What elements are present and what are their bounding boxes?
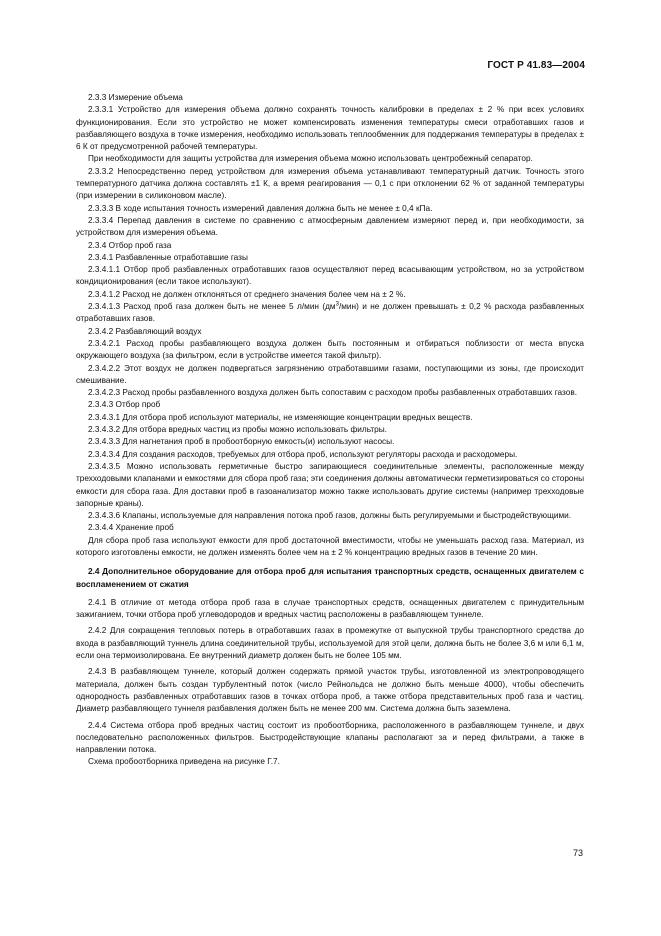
- paragraph-2-3-3-2: 2.3.3.2 Непосредственно перед устройством для измерения объема устанавливают температурный датчик. Точность этого температурного датчика должна составлять ±1 К, а время реагирования — 0,1 с при отклонении 62 % от заданной температуры (при измерении в силиконовом масле).: [76, 166, 584, 201]
- paragraph-sample-storage: Для сбора проб газа используют емкости для проб достаточной вместимости, чтобы не уменьшать расход газа. Материал, из которого изготовлены емкости, не должен изменять более чем на ± 2 % концентрацию вредных газов в течение 20 мин.: [76, 535, 584, 557]
- paragraph-2-3-4-1-1: 2.3.4.1.1 Отбор проб разбавленных отработавших газов осуществляют перед всасывающим устройством, но за устройством кондиционирования (если такое используют).: [76, 265, 584, 287]
- paragraph-2-3-4-3: 2.3.4.3 Отбор проб: [88, 400, 161, 410]
- paragraph-2-3-4-3-1: 2.3.4.3.1 Для отбора проб используют материалы, не изменяющие концентрации вредных веществ.: [88, 412, 473, 422]
- paragraph-2-3-4-4: 2.3.4.4 Хранение проб: [88, 523, 174, 533]
- paragraph-2-3-3-1: 2.3.3.1 Устройство для измерения объема должно сохранять точность калибровки в пределах ± 2 % при всех условиях функционирования. Если это устройство не может компенсировать изменения температуры смеси отработавших газов и разбавляющего воздуха в точке измерения, необходимо использовать теплообменник для поддержания температуры в пределах ± 6 К от предусмотренной рабочей температуры.: [76, 105, 584, 152]
- document-id-header: ГОСТ Р 41.83—2004: [487, 60, 585, 71]
- paragraph-2-3-4-2-3: 2.3.4.2.3 Расход пробы разбавленного воздуха должен быть сопоставим с расходом пробы разбавленных отработавших газов.: [88, 388, 577, 398]
- paragraph-2-3-4-1: 2.3.4.1 Разбавленные отработавшие газы: [88, 252, 248, 262]
- paragraph-2-3-3-3: 2.3.3.3 В ходе испытания точность измерений давления должна быть не менее ± 0,4 кПа.: [88, 203, 433, 213]
- paragraph-2-3-4-3-5: 2.3.4.3.5 Можно использовать герметичные быстро запирающиеся соединительные элементы, расположенные между трехходовыми клапанами и емкостями для сбора проб газа; эти соединения должны автоматически герметизироваться со стороны емкости для сбора газа. Для доставки проб в газоанализатор можно также использовать другие системы (например трехходовые запорные краны).: [76, 461, 584, 508]
- paragraph-2-4-4: 2.4.4 Система отбора проб вредных частиц состоит из пробоотборника, расположенного в разбавляющем туннеле, и двух последовательно расположенных фильтров. Быстродействующие клапаны располагают за и перед фильтрами, а также в направлении потока.: [76, 720, 584, 755]
- page-number: 73: [572, 848, 583, 858]
- paragraph-2-3-4-1-2: 2.3.4.1.2 Расход не должен отклоняться от среднего значения более чем на ± 2 %.: [88, 289, 406, 299]
- document-body: [76, 92, 584, 769]
- paragraph-2-3-4-3-4: 2.3.4.3.4 Для создания расходов, требуемых для отбора проб, используют регуляторы расхода и расходомеры.: [88, 449, 518, 459]
- paragraph-2-3-4-3-2: 2.3.4.3.2 Для отбора вредных частиц из пробы можно использовать фильтры.: [88, 425, 387, 435]
- paragraph-2-3-4-3-6: 2.3.4.3.6 Клапаны, используемые для направления потока проб газов, должны быть регулируемыми и быстродействующими.: [88, 511, 572, 521]
- paragraph-separator-note: При необходимости для защиты устройства для измерения объема можно использовать центробежный сепаратор.: [88, 154, 533, 164]
- paragraph-figure-reference: Схема пробоотборника приведена на рисунке Г.7.: [88, 757, 280, 767]
- paragraph-2-3-3-4: 2.3.3.4 Перепад давления в системе по сравнению с атмосферным давлением измеряют перед и, при необходимости, за устройством для измерения объема.: [76, 215, 584, 238]
- paragraph-2-3-4-3-3: 2.3.4.3.3 Для нагнетания проб в пробоотборную емкость(и) используют насосы.: [88, 437, 395, 447]
- paragraph-2-3-3: 2.3.3 Измерение объема: [88, 93, 183, 102]
- paragraph-2-4-3: 2.4.3 В разбавляющем туннеле, который должен содержать прямой участок трубы, изготовленной из электропроводящего материала, должен быть создан турбулентный поток (число Рейнольдса не должно быть меньше 4000), чтобы обеспечить однородность разбавленных отработавших газов в точках отбора проб, а также отбора представительных проб газа и частиц. Диаметр разбавляющего туннеля разбавления должен быть не менее 200 мм. Система должна быть заземлена.: [76, 667, 584, 714]
- paragraph-2-3-4-2-1: 2.3.4.2.1 Расход пробы разбавляющего воздуха должен быть постоянным и отбираться поблизости от места впуска окружающего воздуха (за фильтром, если в устройстве имеется такой фильтр).: [76, 338, 584, 361]
- superscript: 3: [335, 301, 339, 308]
- paragraph-2-4-2: 2.4.2 Для сокращения тепловых потерь в отработавших газах в промежутке от выпускной трубы транспортного средства до входа в разбавляющий туннель длина соединительной трубы, используемой для этой цели, должна быть не более 3,6 м или 6,1 м, если она термоизолирована. Ее внутренний диаметр должен быть не более 105 мм.: [76, 626, 584, 661]
- paragraph-2-3-4-1-3: [76, 301, 584, 326]
- text-span: /мин) и не должен превышать ± 0,2 % расхода разбавленных отработавших газов.: [76, 302, 584, 324]
- text-span: 2.3.4.1.3 Расход проб газа должен быть не менее 5 л/мин (дм: [88, 302, 336, 312]
- paragraph-2-3-4-2-2: 2.3.4.2.2 Этот воздух не должен подвергаться загрязнению отработавшими газами, поступающими из зоны, где происходит смешивание.: [76, 363, 584, 385]
- section-heading-2-4: 2.4 Дополнительное оборудование для отбора проб для испытания транспортных средств, оснащенных двигателем с воспламенением от сжатия: [76, 567, 584, 589]
- paragraph-2-3-4: 2.3.4 Отбор проб газа: [88, 240, 172, 250]
- paragraph-2-4-1: 2.4.1 В отличие от метода отбора проб газа в случае транспортных средств, оснащенных двигателем с принудительным зажиганием, точки отбора проб углеводородов и вредных частиц расположены в разбавляющем туннеле.: [76, 597, 584, 620]
- paragraph-2-3-4-2: 2.3.4.2 Разбавляющий воздух: [88, 326, 202, 336]
